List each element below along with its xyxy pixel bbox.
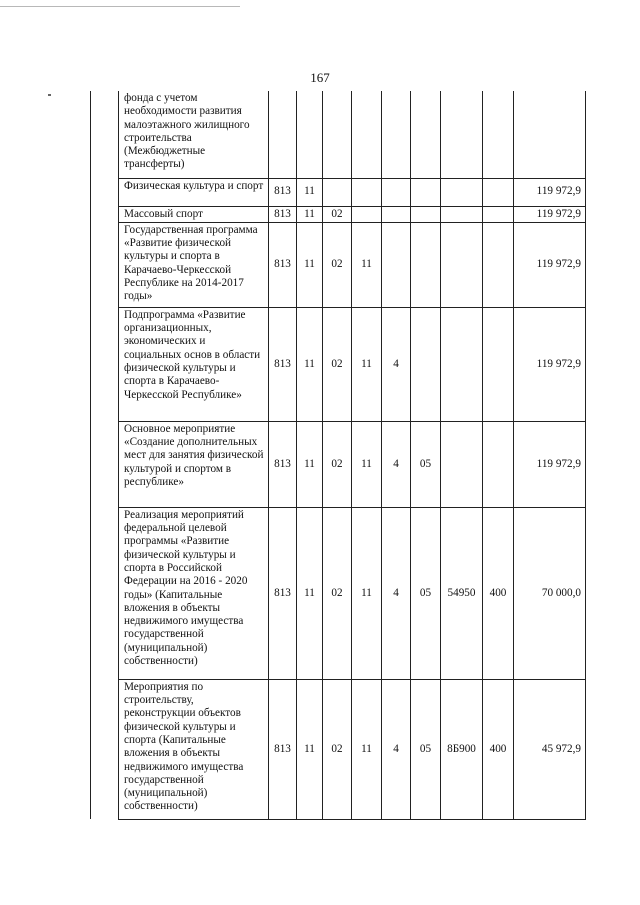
- row-number-cell: [91, 507, 119, 679]
- row-number-cell: [91, 679, 119, 819]
- expense-type-cell: [483, 178, 514, 206]
- direction-cell: [441, 91, 483, 178]
- scan-speck: [48, 94, 51, 96]
- expense-type-cell: [483, 206, 514, 222]
- amount-cell: 119 972,9: [514, 206, 586, 222]
- subsection-cell: 02: [323, 421, 352, 507]
- table-row: [91, 421, 586, 507]
- amount-cell: 119 972,9: [514, 421, 586, 507]
- kvsr-cell: 813: [269, 507, 297, 679]
- item-name-cell: Физическая культура и спорт: [119, 178, 269, 206]
- kvsr-cell: 813: [269, 421, 297, 507]
- section-cell: 11: [297, 178, 323, 206]
- program-cell: 11: [352, 507, 382, 679]
- expense-type-cell: [483, 421, 514, 507]
- subsection-cell: 02: [323, 222, 352, 307]
- table-row: [91, 91, 586, 178]
- activity-cell: [411, 307, 441, 421]
- activity-cell: [411, 91, 441, 178]
- expense-type-cell: [483, 222, 514, 307]
- row-number-cell: [91, 178, 119, 206]
- amount-cell: [514, 91, 586, 178]
- program-cell: 11: [352, 679, 382, 819]
- table-row: [91, 206, 586, 222]
- table-row: [91, 307, 586, 421]
- row-number-cell: [91, 91, 119, 178]
- program-cell: 11: [352, 421, 382, 507]
- subsection-cell: 02: [323, 307, 352, 421]
- expense-type-cell: [483, 91, 514, 178]
- table-row: [91, 507, 586, 679]
- item-name-cell: Мероприятия по строительству, реконструкции объектов физической культуры и спорта (Капитальные вложения в объекты недвижимого имущества государственной (муниципальной) собственности): [119, 679, 269, 819]
- subsection-cell: [323, 178, 352, 206]
- table-row: [91, 222, 586, 307]
- row-number-cell: [91, 421, 119, 507]
- row-number-cell: [91, 307, 119, 421]
- direction-cell: [441, 307, 483, 421]
- direction-cell: [441, 178, 483, 206]
- item-name-cell: фонда с учетом необходимости развития малоэтажного жилищного строительства (Межбюджетные трансферты): [119, 91, 269, 178]
- item-name-cell: Государственная программа «Развитие физической культуры и спорта в Карачаево-Черкесской Республике на 2014-2017 годы»: [119, 222, 269, 307]
- amount-cell: 70 000,0: [514, 507, 586, 679]
- program-cell: 11: [352, 307, 382, 421]
- direction-cell: [441, 206, 483, 222]
- activity-cell: 05: [411, 679, 441, 819]
- subprogram-cell: 4: [382, 421, 411, 507]
- subprogram-cell: 4: [382, 507, 411, 679]
- budget-table: [90, 91, 586, 820]
- direction-cell: [441, 421, 483, 507]
- program-cell: [352, 91, 382, 178]
- item-name-cell: Основное мероприятие «Создание дополнительных мест для занятия физической культурой и спортом в республике»: [119, 421, 269, 507]
- activity-cell: 05: [411, 507, 441, 679]
- kvsr-cell: 813: [269, 206, 297, 222]
- activity-cell: [411, 222, 441, 307]
- table-body: [91, 91, 586, 819]
- direction-cell: 8Б900: [441, 679, 483, 819]
- kvsr-cell: [269, 91, 297, 178]
- item-name-cell: Реализация мероприятий федеральной целевой программы «Развитие физической культуры и спорта в Российской Федерации на 2016 - 2020 годы» (Капитальные вложения в объекты недвижимого имущества государственной (муниципальной) собственности): [119, 507, 269, 679]
- section-cell: [297, 91, 323, 178]
- expense-type-cell: [483, 307, 514, 421]
- section-cell: 11: [297, 307, 323, 421]
- expense-type-cell: 400: [483, 679, 514, 819]
- item-name-cell: Массовый спорт: [119, 206, 269, 222]
- item-name-cell: Подпрограмма «Развитие организационных, экономических и социальных основ в области физической культуры и спорта в Карачаево-Черкесской Республике»: [119, 307, 269, 421]
- activity-cell: [411, 206, 441, 222]
- program-cell: 11: [352, 222, 382, 307]
- amount-cell: 119 972,9: [514, 222, 586, 307]
- direction-cell: 54950: [441, 507, 483, 679]
- row-number-cell: [91, 206, 119, 222]
- amount-cell: 119 972,9: [514, 307, 586, 421]
- section-cell: 11: [297, 507, 323, 679]
- subprogram-cell: 4: [382, 307, 411, 421]
- subprogram-cell: [382, 206, 411, 222]
- section-cell: 11: [297, 421, 323, 507]
- kvsr-cell: 813: [269, 178, 297, 206]
- kvsr-cell: 813: [269, 679, 297, 819]
- subprogram-cell: [382, 91, 411, 178]
- scan-edge-line: [0, 6, 240, 7]
- direction-cell: [441, 222, 483, 307]
- table-row: [91, 679, 586, 819]
- page-number: 167: [310, 70, 330, 85]
- row-number-cell: [91, 222, 119, 307]
- kvsr-cell: 813: [269, 307, 297, 421]
- section-cell: 11: [297, 206, 323, 222]
- section-cell: 11: [297, 222, 323, 307]
- table-row: [91, 178, 586, 206]
- subprogram-cell: [382, 178, 411, 206]
- amount-cell: 119 972,9: [514, 178, 586, 206]
- subsection-cell: [323, 91, 352, 178]
- amount-cell: 45 972,9: [514, 679, 586, 819]
- section-cell: 11: [297, 679, 323, 819]
- activity-cell: 05: [411, 421, 441, 507]
- subsection-cell: 02: [323, 206, 352, 222]
- subprogram-cell: 4: [382, 679, 411, 819]
- activity-cell: [411, 178, 441, 206]
- subprogram-cell: [382, 222, 411, 307]
- expense-type-cell: 400: [483, 507, 514, 679]
- kvsr-cell: 813: [269, 222, 297, 307]
- subsection-cell: 02: [323, 679, 352, 819]
- subsection-cell: 02: [323, 507, 352, 679]
- program-cell: [352, 206, 382, 222]
- program-cell: [352, 178, 382, 206]
